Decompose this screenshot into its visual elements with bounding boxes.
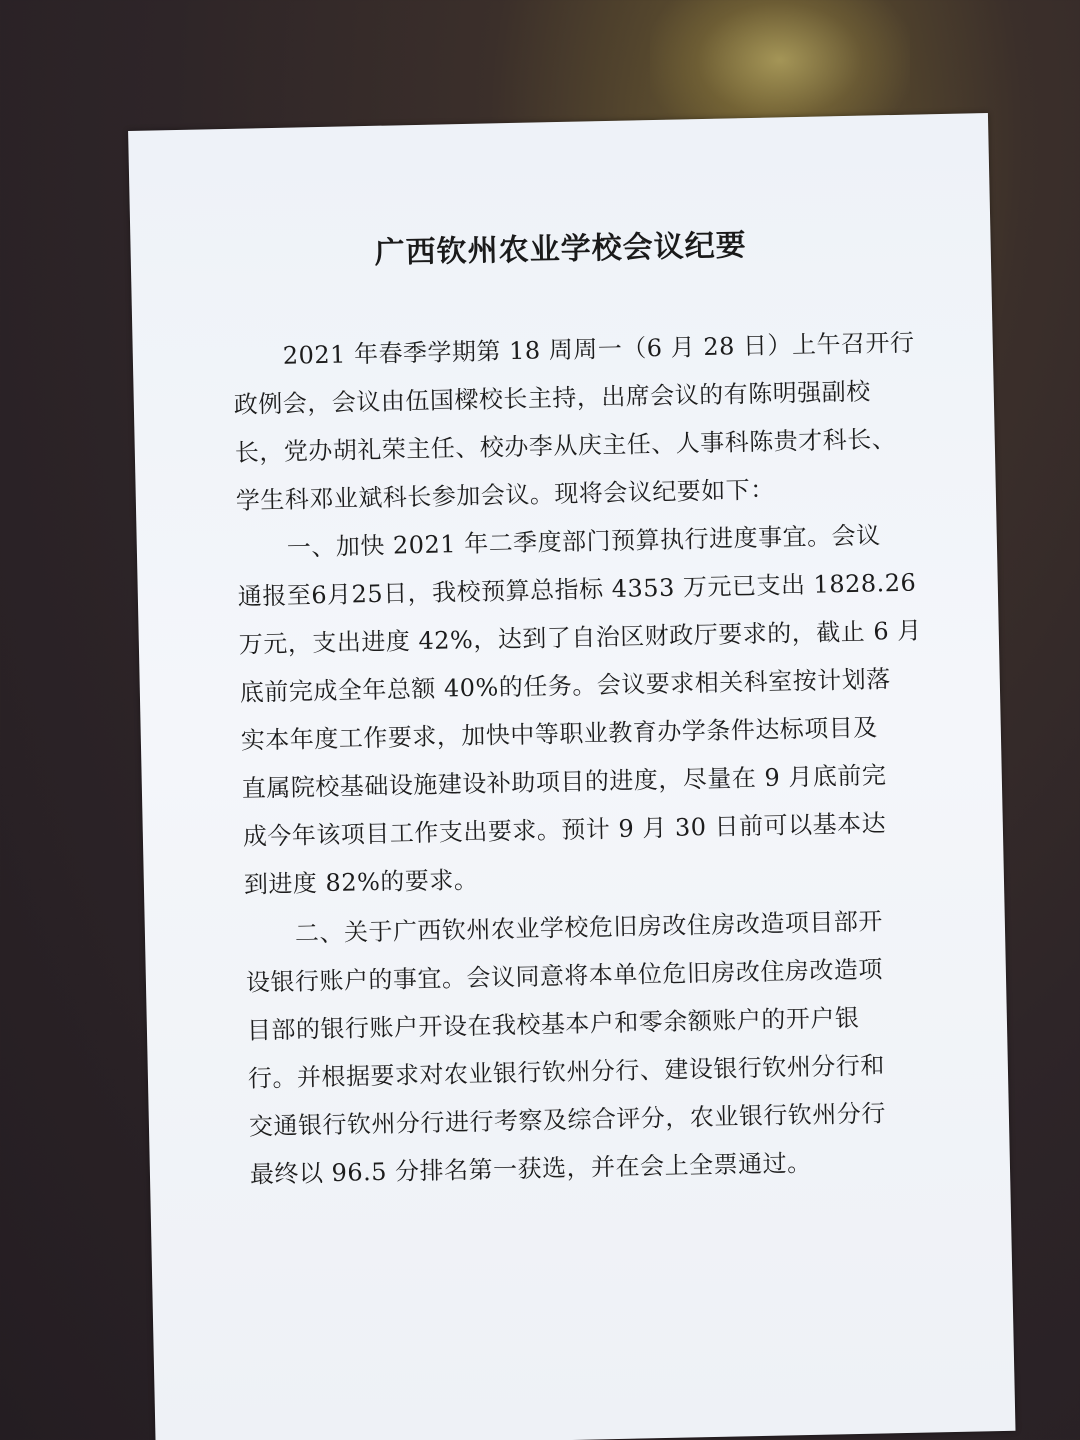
paragraph-2-line-8: 到进度 82%的要求。	[243, 865, 479, 899]
paragraph-3-line-3: 目部的银行账户开设在我校基本户和零余额账户的开户银	[246, 1003, 860, 1045]
paper-sheet	[128, 113, 1015, 1440]
paragraph-2-line-7: 成今年该项目工作支出要求。预计 9 月 30 日前可以基本达	[242, 809, 887, 851]
document-title: 广西钦州农业学校会议纪要	[374, 228, 747, 271]
paragraph-2-line-4: 底前完成全年总额 40%的任务。会议要求相关科室按计划落	[239, 665, 892, 707]
paragraph-3-line-5: 交通银行钦州分行进行考察及综合评分，农业银行钦州分行	[248, 1099, 887, 1141]
paragraph-1-line-4: 学生科邓业斌科长参加会议。现将会议纪要如下：	[235, 475, 776, 515]
paragraph-2-line-3: 万元，支出进度 42%，达到了自治区财政厅要求的，截止 6 月	[238, 616, 923, 659]
paragraph-2-line-2: 通报至6月25日，我校预算总指标 4353 万元已支出 1828.26	[237, 568, 917, 611]
paragraph-1-line-2: 政例会，会议由伍国樑校长主持，出席会议的有陈明强副校	[233, 377, 872, 419]
paragraph-3-line-2: 设银行账户的事宜。会议同意将本单位危旧房改住房改造项	[245, 955, 884, 997]
paragraph-3-line-1: 二、关于广西钦州农业学校危旧房改住房改造项目部开	[294, 907, 884, 948]
paragraph-2-line-1: 一、加快 2021 年二季度部门预算执行进度事宜。会议	[286, 521, 881, 562]
paragraph-1-line-3: 长，党办胡礼荣主任、校办李从庆主任、人事科陈贵才科长、	[234, 424, 897, 467]
paragraph-3-line-6: 最终以 96.5 分排名第一获选，并在会上全票通过。	[249, 1148, 812, 1189]
paragraph-2-line-5: 实本年度工作要求，加快中等职业教育办学条件达标项目及	[240, 713, 879, 755]
paragraph-3-line-4: 行。并根据要求对农业银行钦州分行、建设银行钦州分行和	[247, 1051, 886, 1093]
paragraph-1-line-1: 2021 年春季学期第 18 周周一（6 月 28 日）上午召开行	[282, 328, 915, 370]
paragraph-2-line-6: 直属院校基础设施建设补助项目的进度，尽量在 9 月底前完	[241, 761, 887, 803]
